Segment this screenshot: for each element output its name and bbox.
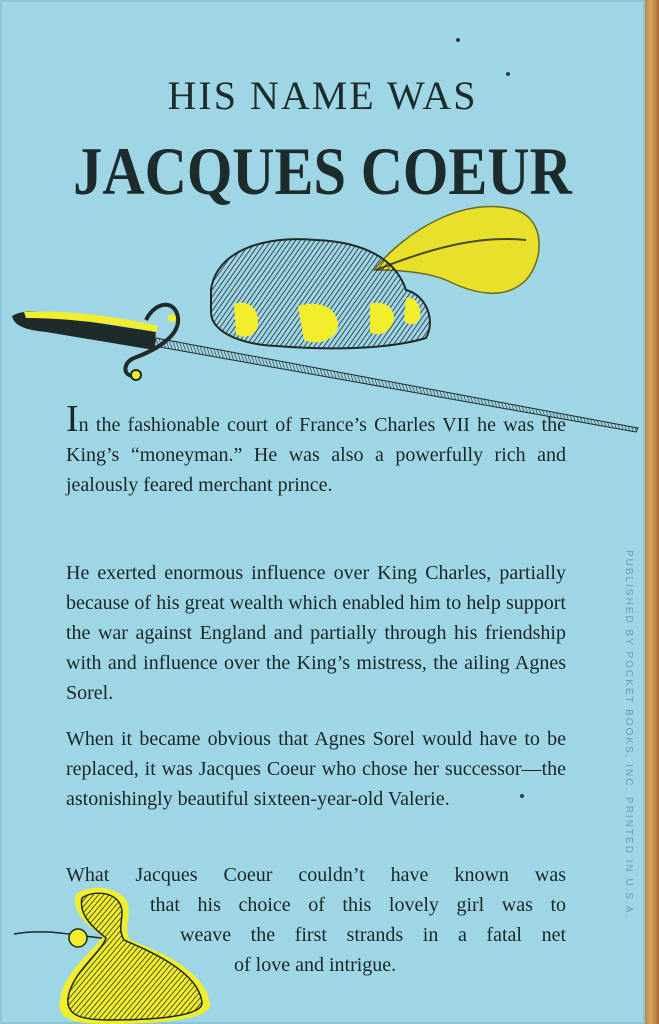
money-pouch-illustration	[6, 880, 226, 1024]
publisher-imprint: PUBLISHED BY POCKET BOOKS, INC. PRINTED IN U.S.A.	[623, 550, 634, 920]
paragraph-4-line-2: that his choice of this lovely girl was to	[150, 894, 566, 916]
paragraph-4-line-1: What Jacques Coeur couldn’t have known was	[66, 864, 566, 886]
paper-speck	[456, 38, 460, 42]
drop-cap: I	[66, 398, 79, 440]
paragraph-3: When it became obvious that Agnes Sorel would have to be replaced, it was Jacques Coeur who chose her successor—the astonishingly beautiful sixteen-year-old Valerie.	[66, 728, 566, 810]
paragraph-1-text: n the fashionable court of France’s Charles VII he was the King’s “moneyman.” He was also a powerfully rich and jealously feared merchant prince.	[66, 414, 566, 496]
paragraph-2: He exerted enormous influence over King Charles, partially because of his great wealth which enabled him to help support the war against England and partially through his friendship with and influence over the King’s mistress, the ailing Agnes Sorel.	[66, 562, 566, 704]
spine-edge	[645, 0, 659, 1024]
heading-title: JACQUES COEUR	[73, 133, 572, 209]
heading-line-1: HIS NAME WAS	[167, 73, 478, 118]
paragraph-4-line-4: of love and intrigue.	[234, 954, 397, 976]
paper-speck	[520, 794, 524, 798]
paragraph-1	[66, 398, 566, 500]
paper-speck	[506, 72, 510, 76]
paragraph-4-line-3: weave the first strands in a fatal net	[180, 924, 566, 946]
